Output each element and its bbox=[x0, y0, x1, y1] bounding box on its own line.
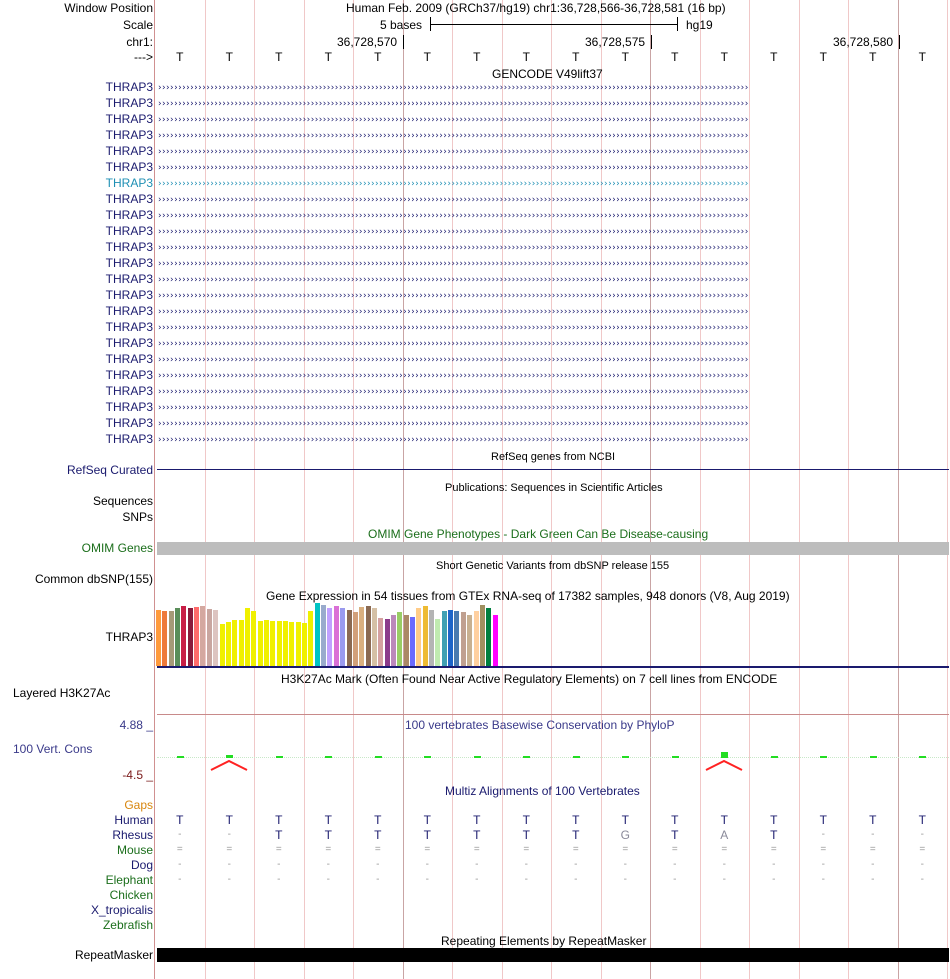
gtex-tissue-bar[interactable] bbox=[410, 617, 415, 666]
phylop-negative-mark bbox=[207, 758, 251, 772]
multiz-species-label[interactable]: X_tropicalis bbox=[90, 903, 153, 917]
ref-base: T bbox=[225, 50, 233, 64]
gencode-transcript-label[interactable]: THRAP3 bbox=[105, 96, 153, 110]
multiz-base: T bbox=[275, 813, 283, 827]
multiz-base: = bbox=[424, 844, 431, 855]
multiz-base: = bbox=[721, 844, 728, 855]
phylop-value-mark[interactable] bbox=[771, 756, 778, 758]
phylop-track-label[interactable]: 100 Vert. Cons bbox=[13, 742, 93, 756]
gencode-transcript-label[interactable]: THRAP3 bbox=[105, 416, 153, 430]
multiz-base: - bbox=[524, 859, 528, 870]
gencode-transcript-label[interactable]: THRAP3 bbox=[105, 384, 153, 398]
multiz-species-label[interactable]: Human bbox=[114, 813, 153, 827]
gencode-transcript-arrows[interactable]: ››››››››››››››››››››››››››››››››››››››››››››››››››››››››››››››››››››››››››››››››››››››››››››››››››››››››››››››››››››››››››››››››››››››››››››››››››› bbox=[157, 435, 748, 445]
multiz-base: - bbox=[277, 859, 281, 870]
multiz-base: - bbox=[920, 829, 924, 840]
gtex-gene-label[interactable]: THRAP3 bbox=[105, 630, 153, 644]
multiz-base: T bbox=[522, 828, 530, 842]
multiz-base: T bbox=[423, 813, 431, 827]
phylop-value-mark[interactable] bbox=[325, 756, 332, 758]
phylop-negative-stroke bbox=[706, 761, 742, 770]
multiz-base: T bbox=[176, 813, 184, 827]
multiz-base: T bbox=[374, 813, 382, 827]
gtex-tissue-bar[interactable] bbox=[239, 620, 244, 666]
repeatmasker-bar[interactable] bbox=[157, 948, 949, 962]
gencode-transcript-label[interactable]: THRAP3 bbox=[105, 80, 153, 94]
phylop-value-mark[interactable] bbox=[375, 756, 382, 758]
gtex-tissue-bar[interactable] bbox=[474, 611, 479, 666]
gtex-tissue-bar[interactable] bbox=[321, 605, 326, 666]
multiz-species-label[interactable]: Dog bbox=[130, 858, 153, 872]
gtex-tissue-bar[interactable] bbox=[289, 622, 294, 666]
scale-label: Scale bbox=[122, 18, 153, 32]
multiz-base: A bbox=[720, 828, 729, 842]
gtex-tissue-bar[interactable] bbox=[194, 607, 199, 666]
publications-track-title: Publications: Sequences in Scientific Articles bbox=[445, 482, 663, 494]
gencode-transcript-label[interactable]: THRAP3 bbox=[105, 128, 153, 142]
multiz-base: T bbox=[473, 828, 481, 842]
gtex-tissue-bar[interactable] bbox=[232, 620, 237, 666]
gtex-tissue-bar[interactable] bbox=[315, 603, 320, 666]
phylop-value-mark[interactable] bbox=[177, 756, 184, 758]
phylop-track-title: 100 vertebrates Basewise Conservation by PhyloP bbox=[405, 718, 675, 732]
phylop-value-mark[interactable] bbox=[672, 756, 679, 758]
dbsnp-track-label[interactable]: Common dbSNP(155) bbox=[34, 572, 153, 586]
gtex-tissue-bar[interactable] bbox=[296, 622, 301, 666]
gencode-transcript-label[interactable]: THRAP3 bbox=[105, 272, 153, 286]
multiz-base: - bbox=[574, 874, 578, 885]
multiz-base: - bbox=[821, 859, 825, 870]
gtex-tissue-bar[interactable] bbox=[327, 608, 332, 666]
gencode-transcript-label[interactable]: THRAP3 bbox=[105, 368, 153, 382]
gtex-tissue-bar[interactable] bbox=[391, 615, 396, 666]
gencode-transcript-arrows[interactable]: ››››››››››››››››››››››››››››››››››››››››››››››››››››››››››››››››››››››››››››››››››››››››››››››››››››››››››››››››››››››››››››››››››››››››››››››››››› bbox=[157, 387, 748, 397]
gencode-transcript-label[interactable]: THRAP3 bbox=[105, 112, 153, 126]
multiz-base: T bbox=[720, 813, 728, 827]
phylop-value-mark[interactable] bbox=[870, 756, 877, 758]
gtex-tissue-bar[interactable] bbox=[416, 608, 421, 666]
gencode-transcript-arrows[interactable]: ››››››››››››››››››››››››››››››››››››››››››››››››››››››››››››››››››››››››››››››››››››››››››››››››››››››››››››››››››››››››››››››››››››››››››››››››››› bbox=[157, 291, 748, 301]
multiz-base: = bbox=[523, 844, 530, 855]
phylop-value-mark[interactable] bbox=[820, 756, 827, 758]
gtex-tissue-bar[interactable] bbox=[162, 611, 167, 666]
gencode-transcript-arrows[interactable]: ››››››››››››››››››››››››››››››››››››››››››››››››››››››››››››››››››››››››››››››››››››››››››››››››››››››››››››››››››››››››››››››››››››››››››››››››››› bbox=[157, 323, 748, 333]
gencode-transcript-arrows[interactable]: ››››››››››››››››››››››››››››››››››››››››››››››››››››››››››››››››››››››››››››››››››››››››››››››››››››››››››››››››››››››››››››››››››››››››››››››››››› bbox=[157, 403, 748, 413]
gencode-transcript-label[interactable]: THRAP3 bbox=[105, 288, 153, 302]
multiz-species-label[interactable]: Chicken bbox=[109, 888, 153, 902]
scale-text: 5 bases bbox=[380, 18, 423, 32]
multiz-base: - bbox=[722, 874, 726, 885]
gtex-tissue-bar[interactable] bbox=[448, 610, 453, 666]
multiz-base: - bbox=[425, 874, 429, 885]
phylop-negative-mark bbox=[702, 758, 746, 772]
gencode-transcript-arrows[interactable]: ››››››››››››››››››››››››››››››››››››››››››››››››››››››››››››››››››››››››››››››››››››››››››››››››››››››››››››››››››››››››››››››››››››››››››››››››››› bbox=[157, 83, 748, 93]
multiz-base: T bbox=[324, 813, 332, 827]
gencode-transcript-label[interactable]: THRAP3 bbox=[105, 352, 153, 366]
multiz-base: T bbox=[621, 813, 629, 827]
gencode-transcript-arrows[interactable]: ››››››››››››››››››››››››››››››››››››››››››››››››››››››››››››››››››››››››››››››››››››››››››››››››››››››››››››››››››››››››››››››››››››››››››››››››››› bbox=[157, 115, 748, 125]
multiz-base: - bbox=[920, 874, 924, 885]
multiz-base: - bbox=[524, 874, 528, 885]
coord-tick-2 bbox=[651, 35, 652, 49]
scale-bar-right-tick bbox=[677, 17, 678, 31]
gtex-tissue-bar[interactable] bbox=[397, 612, 402, 666]
phylop-value-mark[interactable] bbox=[919, 756, 926, 758]
multiz-base: - bbox=[623, 874, 627, 885]
ref-base: T bbox=[918, 50, 926, 64]
multiz-species-label[interactable]: Mouse bbox=[116, 843, 153, 857]
gtex-tissue-bar[interactable] bbox=[467, 615, 472, 666]
ref-base: T bbox=[869, 50, 877, 64]
gtex-tissue-bar[interactable] bbox=[493, 615, 498, 666]
multiz-base: = bbox=[820, 844, 827, 855]
multiz-base: T bbox=[572, 813, 580, 827]
multiz-base: - bbox=[871, 859, 875, 870]
multiz-base: T bbox=[324, 828, 332, 842]
gtex-tissue-bar[interactable] bbox=[461, 612, 466, 666]
multiz-species-label[interactable]: Zebrafish bbox=[102, 918, 153, 932]
multiz-base: = bbox=[919, 844, 926, 855]
gencode-transcript-label[interactable]: THRAP3 bbox=[105, 400, 153, 414]
refseq-gene-line[interactable] bbox=[157, 469, 949, 470]
multiz-base: = bbox=[176, 844, 183, 855]
gencode-transcript-label[interactable]: THRAP3 bbox=[105, 240, 153, 254]
gtex-tissue-bar[interactable] bbox=[245, 608, 250, 666]
gencode-transcript-arrows[interactable]: ››››››››››››››››››››››››››››››››››››››››››››››››››››››››››››››››››››››››››››››››››››››››››››››››››››››››››››››››››››››››››››››››››››››››››››››››››› bbox=[157, 243, 748, 253]
multiz-base: G bbox=[620, 828, 630, 842]
assembly-position-text: Human Feb. 2009 (GRCh37/hg19) chr1:36,728,566-36,728,581 (16 bp) bbox=[346, 1, 726, 15]
multiz-base: - bbox=[772, 859, 776, 870]
phylop-value-mark[interactable] bbox=[474, 756, 481, 758]
gencode-transcript-label[interactable]: THRAP3 bbox=[105, 144, 153, 158]
gtex-tissue-bar[interactable] bbox=[181, 606, 186, 666]
gencode-transcript-arrows[interactable]: ››››››››››››››››››››››››››››››››››››››››››››››››››››››››››››››››››››››››››››››››››››››››››››››››››››››››››››››››››››››››››››››››››››››››››››››››››› bbox=[157, 339, 748, 349]
gencode-transcript-label[interactable]: THRAP3 bbox=[105, 256, 153, 270]
multiz-gaps-label[interactable]: Gaps bbox=[124, 798, 153, 812]
multiz-base: - bbox=[326, 874, 330, 885]
multiz-base: - bbox=[475, 859, 479, 870]
h3k27ac-track-label[interactable]: Layered H3K27Ac bbox=[13, 686, 111, 700]
multiz-base: T bbox=[869, 813, 877, 827]
multiz-base: - bbox=[821, 874, 825, 885]
ref-base: T bbox=[572, 50, 580, 64]
gtex-tissue-bar[interactable] bbox=[334, 606, 339, 666]
gtex-tissue-bar[interactable] bbox=[213, 610, 218, 666]
gtex-tissue-bar[interactable] bbox=[308, 611, 313, 666]
multiz-base: - bbox=[623, 859, 627, 870]
multiz-base: - bbox=[475, 874, 479, 885]
multiz-base: - bbox=[376, 874, 380, 885]
multiz-base: T bbox=[522, 813, 530, 827]
gtex-tissue-bar[interactable] bbox=[429, 610, 434, 666]
coord-tick-1 bbox=[403, 35, 404, 49]
gencode-transcript-label[interactable]: THRAP3 bbox=[105, 192, 153, 206]
multiz-base: - bbox=[871, 829, 875, 840]
multiz-base: - bbox=[425, 859, 429, 870]
gtex-tissue-bar[interactable] bbox=[264, 620, 269, 666]
gencode-transcript-arrows[interactable]: ››››››››››››››››››››››››››››››››››››››››››››››››››››››››››››››››››››››››››››››››››››››››››››››››››››››››››››››››››››››››››››››››››››››››››››››››››› bbox=[157, 275, 748, 285]
multiz-base: = bbox=[869, 844, 876, 855]
gtex-tissue-bar[interactable] bbox=[442, 611, 447, 666]
refseq-track-label[interactable]: RefSeq Curated bbox=[66, 463, 153, 477]
ref-base: T bbox=[423, 50, 431, 64]
gtex-tissue-bar[interactable] bbox=[258, 621, 263, 666]
phylop-min-label: -4.5 _ bbox=[122, 768, 153, 782]
gtex-tissue-bar[interactable] bbox=[200, 606, 205, 666]
phylop-value-mark[interactable] bbox=[573, 756, 580, 758]
coord-label-2: 36,728,575 bbox=[585, 35, 646, 49]
gencode-transcript-label[interactable]: THRAP3 bbox=[105, 224, 153, 238]
multiz-base: - bbox=[326, 859, 330, 870]
multiz-base: = bbox=[226, 844, 233, 855]
coord-label-1: 36,728,570 bbox=[337, 35, 398, 49]
gtex-tissue-bar[interactable] bbox=[207, 609, 212, 666]
multiz-base: T bbox=[225, 813, 233, 827]
multiz-base: - bbox=[178, 829, 182, 840]
gtex-tissue-bar[interactable] bbox=[270, 621, 275, 666]
gtex-tissue-bar[interactable] bbox=[435, 619, 440, 666]
gtex-tissue-bar[interactable] bbox=[423, 606, 428, 666]
dbsnp-track-title: Short Genetic Variants from dbSNP release 155 bbox=[436, 560, 670, 572]
ref-base: T bbox=[374, 50, 382, 64]
multiz-base: = bbox=[770, 844, 777, 855]
gtex-tissue-bar[interactable] bbox=[378, 618, 383, 666]
gtex-tissue-bar[interactable] bbox=[302, 623, 307, 666]
gtex-track-title: Gene Expression in 54 tissues from GTEx RNA-seq of 17382 samples, 948 donors (V8, Aug 2019) bbox=[266, 589, 790, 603]
chrom-label: chr1: bbox=[126, 35, 153, 49]
ref-base: T bbox=[522, 50, 530, 64]
coord-label-3: 36,728,580 bbox=[833, 35, 894, 49]
phylop-max-label: 4.88 _ bbox=[119, 718, 153, 732]
multiz-base: T bbox=[374, 828, 382, 842]
multiz-base: = bbox=[671, 844, 678, 855]
gtex-tissue-bar[interactable] bbox=[353, 612, 358, 666]
phylop-value-mark[interactable] bbox=[276, 756, 283, 758]
scale-db: hg19 bbox=[686, 18, 713, 32]
gtex-tissue-bar[interactable] bbox=[404, 615, 409, 666]
multiz-base: = bbox=[374, 844, 381, 855]
multiz-base: = bbox=[622, 844, 629, 855]
gtex-tissue-bar[interactable] bbox=[175, 608, 180, 666]
multiz-base: T bbox=[671, 813, 679, 827]
omim-track-label[interactable]: OMIM Genes bbox=[81, 541, 153, 555]
gtex-tissue-bar[interactable] bbox=[359, 607, 364, 666]
gencode-transcript-label[interactable]: THRAP3 bbox=[105, 176, 153, 190]
refseq-track-title: RefSeq genes from NCBI bbox=[491, 451, 616, 463]
gtex-tissue-bar[interactable] bbox=[188, 608, 193, 666]
gencode-transcript-arrows[interactable]: ››››››››››››››››››››››››››››››››››››››››››››››››››››››››››››››››››››››››››››››››››››››››››››››››››››››››››››››››››››››››››››››››››››››››››››››››››› bbox=[157, 419, 748, 429]
multiz-base: - bbox=[574, 859, 578, 870]
gtex-tissue-bar[interactable] bbox=[372, 608, 377, 666]
multiz-species-label[interactable]: Rhesus bbox=[112, 828, 153, 842]
gencode-transcript-arrows[interactable]: ››››››››››››››››››››››››››››››››››››››››››››››››››››››››››››››››››››››››››››››››››››››››››››››››››››››››››››››››››››››››››››››››››››››››››››››››››› bbox=[157, 355, 748, 365]
publications-sequences-label[interactable]: Sequences bbox=[92, 494, 153, 508]
gtex-tissue-bar[interactable] bbox=[220, 624, 225, 666]
coord-tick-3 bbox=[899, 35, 900, 49]
multiz-base: - bbox=[871, 874, 875, 885]
gtex-tissue-bar[interactable] bbox=[385, 619, 390, 666]
gencode-transcript-arrows[interactable]: ››››››››››››››››››››››››››››››››››››››››››››››››››››››››››››››››››››››››››››››››››››››››››››››››››››››››››››››››››››››››››››››››››››››››››››››››››› bbox=[157, 147, 748, 157]
gencode-transcript-arrows[interactable]: ››››››››››››››››››››››››››››››››››››››››››››››››››››››››››››››››››››››››››››››››››››››››››››››››››››››››››››››››››››››››››››››››››››››››››››››››››› bbox=[157, 131, 748, 141]
multiz-base: T bbox=[473, 813, 481, 827]
gencode-transcript-label[interactable]: THRAP3 bbox=[105, 160, 153, 174]
gencode-transcript-arrows[interactable]: ››››››››››››››››››››››››››››››››››››››››››››››››››››››››››››››››››››››››››››››››››››››››››››››››››››››››››››››››››››››››››››››››››››››››››››››››››› bbox=[157, 259, 748, 269]
gencode-transcript-arrows[interactable]: ››››››››››››››››››››››››››››››››››››››››››››››››››››››››››››››››››››››››››››››››››››››››››››››››››››››››››››››››››››››››››››››››››››››››››››››››››› bbox=[157, 195, 748, 205]
multiz-base: - bbox=[673, 859, 677, 870]
gtex-tissue-bar[interactable] bbox=[347, 610, 352, 666]
phylop-value-mark[interactable] bbox=[424, 756, 431, 758]
multiz-base: T bbox=[671, 828, 679, 842]
gtex-tissue-bar[interactable] bbox=[169, 611, 174, 666]
gtex-tissue-bar[interactable] bbox=[486, 608, 491, 666]
gtex-tissue-bar[interactable] bbox=[454, 611, 459, 666]
h3k27ac-baseline bbox=[157, 714, 949, 715]
multiz-base: = bbox=[325, 844, 332, 855]
gencode-transcript-arrows[interactable]: ››››››››››››››››››››››››››››››››››››››››››››››››››››››››››››››››››››››››››››››››››››››››››››››››››››››››››››››››››››››››››››››››››››››››››››››››››› bbox=[157, 163, 748, 173]
multiz-base: - bbox=[673, 874, 677, 885]
gencode-transcript-label[interactable]: THRAP3 bbox=[105, 208, 153, 222]
repeatmasker-track-label[interactable]: RepeatMasker bbox=[74, 948, 153, 962]
multiz-base: T bbox=[423, 828, 431, 842]
phylop-value-mark[interactable] bbox=[622, 756, 629, 758]
ref-base: T bbox=[324, 50, 332, 64]
ref-base: T bbox=[473, 50, 481, 64]
multiz-species-label[interactable]: Elephant bbox=[105, 873, 153, 887]
h3k27ac-track-title: H3K27Ac Mark (Often Found Near Active Regulatory Elements) on 7 cell lines from ENCODE bbox=[281, 672, 778, 686]
multiz-base: - bbox=[722, 859, 726, 870]
multiz-base: - bbox=[772, 874, 776, 885]
publications-snps-label[interactable]: SNPs bbox=[122, 510, 153, 524]
gtex-tissue-bar[interactable] bbox=[251, 611, 256, 666]
gtex-tissue-bar[interactable] bbox=[226, 622, 231, 666]
multiz-base: = bbox=[275, 844, 282, 855]
multiz-base: T bbox=[819, 813, 827, 827]
ref-base: T bbox=[621, 50, 629, 64]
gencode-transcript-arrows[interactable]: ››››››››››››››››››››››››››››››››››››››››››››››››››››››››››››››››››››››››››››››››››››››››››››››››››››››››››››››››››››››››››››››››››››››››››››››››››› bbox=[157, 371, 748, 381]
ref-base: T bbox=[720, 50, 728, 64]
multiz-base: - bbox=[178, 874, 182, 885]
multiz-base: T bbox=[572, 828, 580, 842]
window-position-label: Window Position bbox=[64, 1, 153, 15]
multiz-base: - bbox=[227, 859, 231, 870]
gencode-transcript-arrows[interactable]: ››››››››››››››››››››››››››››››››››››››››››››››››››››››››››››››››››››››››››››››››››››››››››››››››››››››››››››››››››››››››››››››››››››››››››››››››››› bbox=[157, 227, 748, 237]
gencode-transcript-arrows[interactable]: ››››››››››››››››››››››››››››››››››››››››››››››››››››››››››››››››››››››››››››››››››››››››››››››››››››››››››››››››››››››››››››››››››››››››››››››››››› bbox=[157, 179, 748, 189]
repeatmasker-track-title: Repeating Elements by RepeatMasker bbox=[441, 934, 647, 948]
gencode-transcript-arrows[interactable]: ››››››››››››››››››››››››››››››››››››››››››››››››››››››››››››››››››››››››››››››››››››››››››››››››››››››››››››››››››››››››››››››››››››››››››››››››››› bbox=[157, 99, 748, 109]
strand-label: ---> bbox=[134, 50, 153, 64]
multiz-base: T bbox=[918, 813, 926, 827]
label-separator bbox=[154, 0, 155, 979]
gtex-tissue-bar[interactable] bbox=[283, 621, 288, 666]
gencode-transcript-label[interactable]: THRAP3 bbox=[105, 432, 153, 446]
phylop-negative-stroke bbox=[211, 761, 247, 770]
gencode-transcript-arrows[interactable]: ››››››››››››››››››››››››››››››››››››››››››››››››››››››››››››››››››››››››››››››››››››››››››››››››››››››››››››››››››››››››››››››››››››››››››››››››››› bbox=[157, 211, 748, 221]
multiz-base: T bbox=[770, 813, 778, 827]
multiz-track-title: Multiz Alignments of 100 Vertebrates bbox=[445, 784, 640, 798]
gencode-transcript-label[interactable]: THRAP3 bbox=[105, 320, 153, 334]
gencode-transcript-label[interactable]: THRAP3 bbox=[105, 304, 153, 318]
ref-base: T bbox=[176, 50, 184, 64]
gtex-tissue-bar[interactable] bbox=[156, 610, 161, 666]
multiz-base: - bbox=[376, 859, 380, 870]
gencode-transcript-arrows[interactable]: ››››››››››››››››››››››››››››››››››››››››››››››››››››››››››››››››››››››››››››››››››››››››››››››››››››››››››››››››››››››››››››››››››››››››››››››››››› bbox=[157, 307, 748, 317]
multiz-base: - bbox=[277, 874, 281, 885]
multiz-base: - bbox=[178, 859, 182, 870]
ref-base: T bbox=[819, 50, 827, 64]
scale-bar bbox=[430, 24, 677, 25]
gtex-baseline bbox=[157, 666, 949, 668]
phylop-value-mark[interactable] bbox=[523, 756, 530, 758]
ref-base: T bbox=[275, 50, 283, 64]
multiz-base: - bbox=[227, 829, 231, 840]
multiz-base: - bbox=[920, 859, 924, 870]
multiz-base: = bbox=[572, 844, 579, 855]
gtex-tissue-bar[interactable] bbox=[277, 621, 282, 666]
multiz-base: - bbox=[227, 874, 231, 885]
gtex-tissue-bar[interactable] bbox=[480, 605, 485, 666]
gencode-transcript-label[interactable]: THRAP3 bbox=[105, 336, 153, 350]
scale-bar-left-tick bbox=[430, 17, 431, 31]
multiz-base: T bbox=[275, 828, 283, 842]
gencode-track-title: GENCODE V49lift37 bbox=[492, 67, 603, 81]
gtex-tissue-bar[interactable] bbox=[340, 608, 345, 666]
gtex-tissue-bar[interactable] bbox=[366, 606, 371, 666]
ref-base: T bbox=[770, 50, 778, 64]
multiz-base: - bbox=[821, 829, 825, 840]
multiz-base: T bbox=[770, 828, 778, 842]
ref-base: T bbox=[671, 50, 679, 64]
omim-track-title: OMIM Gene Phenotypes - Dark Green Can Be Disease-causing bbox=[368, 527, 709, 541]
omim-gene-bar[interactable] bbox=[157, 542, 949, 555]
multiz-base: = bbox=[473, 844, 480, 855]
